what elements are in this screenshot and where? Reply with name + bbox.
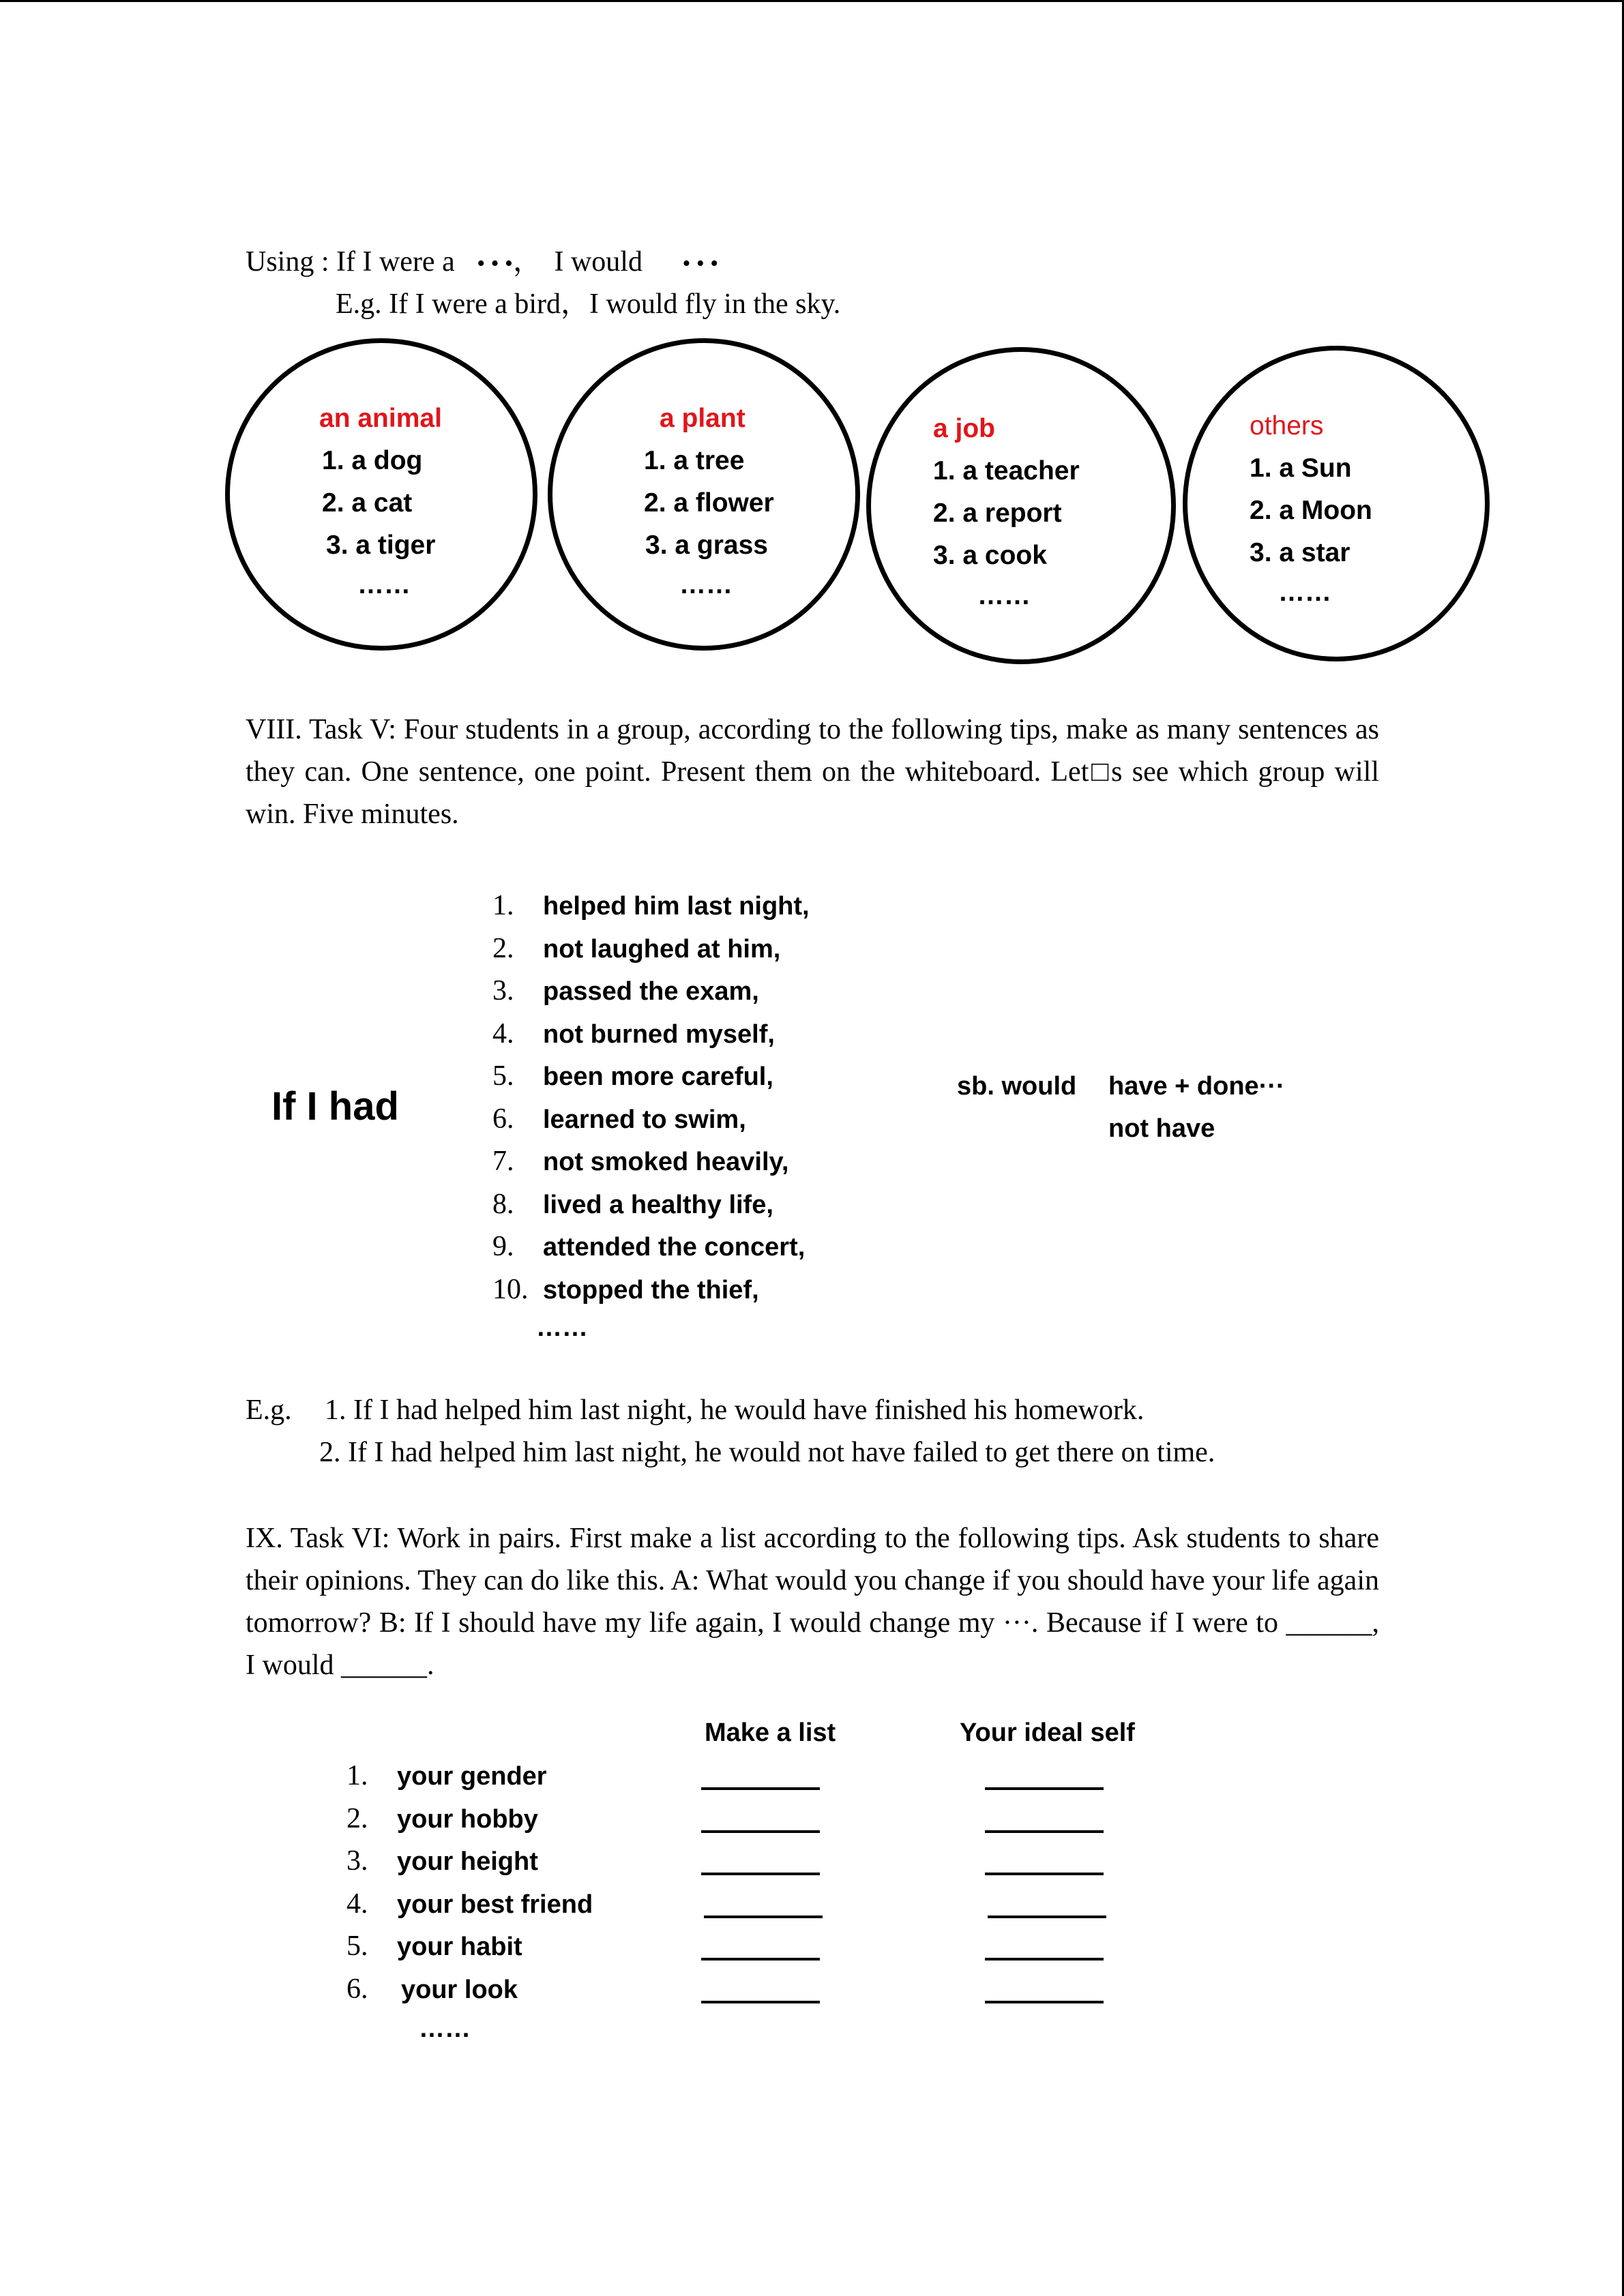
using-line xyxy=(246,241,718,285)
list-item: 2. not laughed at him, xyxy=(492,932,781,964)
answer-blank[interactable] xyxy=(988,1915,1106,1918)
answer-blank[interactable] xyxy=(985,1873,1104,1875)
using-dots-2: • • • xyxy=(682,251,719,276)
circle-job-heading: a job xyxy=(933,414,996,443)
circle-others-item: 2. a Moon xyxy=(1250,496,1372,525)
circle-animal-item: 3. a tiger xyxy=(326,531,436,560)
example-sentence-1: 1. If I had helped him last night, he would have finished his homework. xyxy=(325,1395,1145,1426)
list-item: 2. your hobby xyxy=(346,1802,538,1834)
answer-blank[interactable] xyxy=(985,1958,1104,1960)
task-5-list xyxy=(492,884,810,1311)
answer-blank[interactable] xyxy=(704,1915,823,1918)
answer-blank[interactable] xyxy=(985,1830,1104,1833)
circle-plant-item: 1. a tree xyxy=(644,446,745,475)
circle-animal-item: 1. a dog xyxy=(322,446,423,475)
circle-others-more: …… xyxy=(1278,578,1331,607)
list-item: 9. attended the concert, xyxy=(492,1231,806,1262)
list-item: 5. your habit xyxy=(346,1930,522,1962)
circle-plant-heading: a plant xyxy=(660,404,745,433)
circle-animal-item: 2. a cat xyxy=(322,488,413,518)
result-positive: have + done··· xyxy=(1108,1072,1285,1101)
circle-job-item: 2. a report xyxy=(933,498,1062,528)
list-item: 10. stopped the thief, xyxy=(492,1273,759,1305)
example-sentence-2: 2. If I had helped him last night, he would not have failed to get there on time. xyxy=(319,1437,1215,1468)
task-5-list-more: …… xyxy=(536,1313,588,1342)
using-prefix: Using : If I were a xyxy=(246,246,455,278)
answer-blank[interactable] xyxy=(701,1958,820,1960)
circle-job-more: …… xyxy=(977,581,1031,610)
using-dots-1: • • • xyxy=(477,251,513,276)
list-item: 5. been more careful, xyxy=(492,1060,773,1092)
circle-others-heading: others xyxy=(1250,411,1324,441)
circle-plant-item: 3. a grass xyxy=(645,531,768,560)
circle-animal-heading: an animal xyxy=(319,404,442,433)
circle-others-item: 1. a Sun xyxy=(1250,453,1352,483)
list-item: 6. learned to swim, xyxy=(492,1103,746,1135)
answer-blank[interactable] xyxy=(985,2001,1104,2003)
if-i-had-label: If I had xyxy=(271,1084,399,1129)
list-item: 1. helped him last night, xyxy=(492,890,810,921)
task-6-instructions: IX. Task VI: Work in pairs. First make a list according to the following tips. Ask students to share their opinions. They can do like this. A: What would you change if you should have your life again tomorrow? B: If I should have my life again, I would change my ···. Because if I were to ______, I would ______. xyxy=(246,1523,1379,1681)
task-5-instructions: VIII. Task V: Four students in a group, according to the following tips, make as many sentences as they can. One sentence, one point. Present them on the whiteboard. Let□s see which group will win. Five minutes. xyxy=(246,714,1379,830)
column-header-ideal-self: Your ideal self xyxy=(960,1718,1135,1747)
list-item: 3. your height xyxy=(346,1845,538,1877)
answer-blank[interactable] xyxy=(701,1787,820,1790)
using-would: I would xyxy=(554,246,643,278)
circle-job-item: 1. a teacher xyxy=(933,456,1080,486)
using-comma: ， xyxy=(512,246,542,278)
circle-plant-item: 2. a flower xyxy=(644,488,774,518)
result-subject: sb. would xyxy=(957,1072,1077,1101)
answer-blank[interactable] xyxy=(985,1787,1104,1790)
example-line: E.g. If I were a bird，I would fly in the sky. xyxy=(336,288,841,320)
answer-blank[interactable] xyxy=(701,2001,820,2003)
list-item: 4. not burned myself, xyxy=(492,1017,775,1049)
task-6-list-more: …… xyxy=(419,2014,471,2043)
list-item: 1. your gender xyxy=(346,1760,547,1791)
list-item: 7. not smoked heavily, xyxy=(492,1146,789,1177)
circle-animal-more: …… xyxy=(357,570,411,599)
circle-plant-more: …… xyxy=(679,570,733,599)
list-item: 8. lived a healthy life, xyxy=(492,1188,773,1220)
circle-job-item: 3. a cook xyxy=(933,541,1047,570)
circle-others-item: 3. a star xyxy=(1250,538,1350,567)
answer-blank[interactable] xyxy=(701,1830,820,1833)
page-top-border xyxy=(0,0,1624,2)
result-negative: not have xyxy=(1108,1114,1215,1143)
task-6-list xyxy=(346,1755,593,2010)
example-label: E.g. xyxy=(246,1395,292,1426)
list-item: 3. passed the exam, xyxy=(492,975,759,1007)
list-item: 6. your look xyxy=(346,1973,518,2005)
list-item: 4. your best friend xyxy=(346,1888,593,1920)
answer-blank[interactable] xyxy=(701,1873,820,1875)
column-header-make-a-list: Make a list xyxy=(705,1718,836,1747)
